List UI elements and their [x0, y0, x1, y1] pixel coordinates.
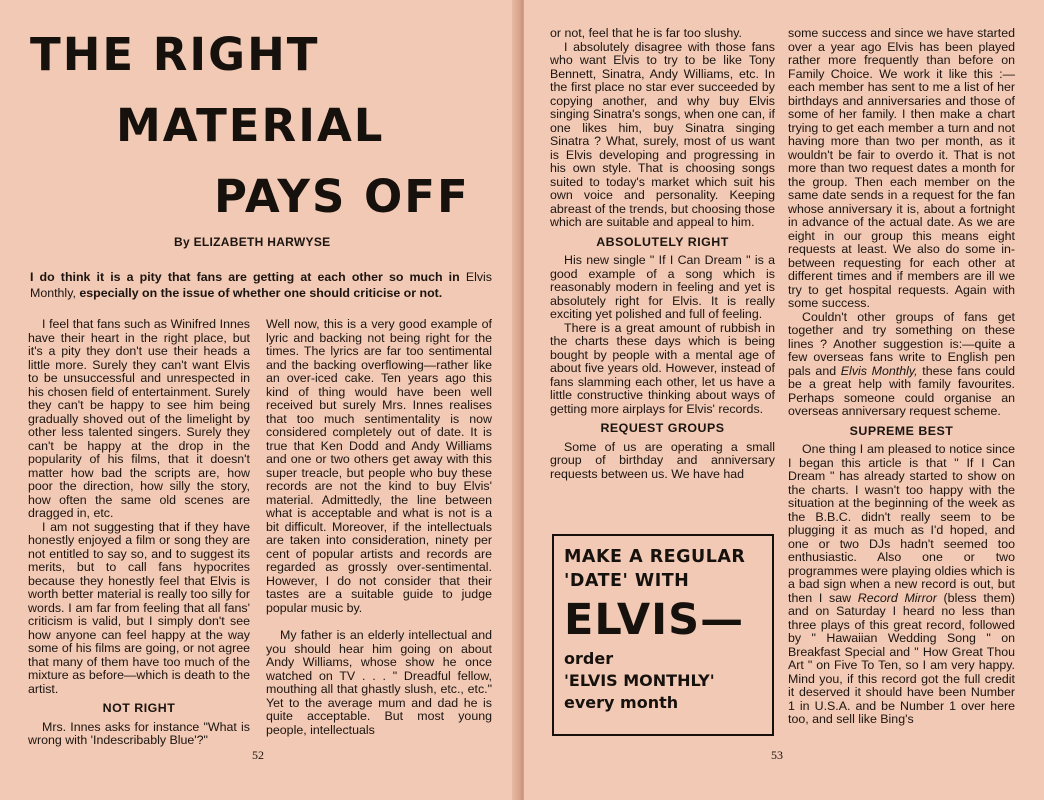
section-heading-supreme-best: SUPREME BEST — [849, 423, 954, 438]
paragraph: I am not suggesting that if they have honestly enjoyed a film or song they are not entitled to say so, and to suggest its merits, but to call fans hypocrites because they honestly feel that Elvis is worth better material is really too silly for words. I am far from feeling that all fans' criticism is valid, but I simply don't see how anyone can feel happy at the way some of his films are going, or not agree that many of them have too much of the mixture as before—which is death to the artist. — [28, 519, 250, 696]
advert-line: order — [564, 649, 614, 668]
column-1 — [28, 318, 250, 748]
intro-paragraph — [30, 269, 492, 301]
paragraph: I feel that fans such as Winifred Innes have their heart in the right place, but it's a pity they don't use their heads a little more. Surely they can't want Elvis to be unsuccessful and unrespected in his chosen field of entertainment. Surely they can't be happy to see him being gradually shoved out of the limelight by other less talented singers. Surely they can't be happy at the drop in the popularity of his films, that it doesn't matter how bad the scripts are, how poor the direction, how silly the story, how often the same old scenes are dragged in, etc. — [28, 317, 250, 520]
byline: By ELIZABETH HARWYSE — [174, 235, 331, 249]
column-3 — [550, 27, 775, 481]
paragraph: some success and since we have started over a year ago Elvis has been played rather more frequently than before on Family Choice. We work it like this :— each member has sent to me a list of her birthdays and anniversaries and those of some of her family. I then make a chart trying to get each member a turn and not having more than two per month, as it wouldn't be fair to overdo it. That is not more than two request dates a month for the group. Then each member on the same date sends in a request for the fan whose anniversary it is, about a fortnight in advance of the actual date. As we are eight in our group this means eight requests at least. We also do some in-between requesting for each other at different times and if members are ill we try to get hospital requests. Again with some success. — [788, 26, 1015, 310]
paragraph: There is a great amount of rubbish in the charts these days which is being bought by people with a mental age of about five years old. However, instead of fans slamming each other, let us have a little constructive thinking about ways of getting more airplays for Elvis' records. — [550, 320, 775, 416]
section-heading-not-right: NOT RIGHT — [102, 701, 176, 715]
paragraph: or not, feel that he is far too slushy. — [550, 26, 742, 40]
section-heading-request-groups: REQUEST GROUPS — [600, 421, 725, 435]
paragraph-text: One thing I am pleased to notice since I began this article is that " If I Can Dream " has already started to show on the charts. I wasn't too happy with the situation at the beginning of the week as the B.B.C. didn't really seem to be plugging it as much as I'd hoped, and one or two DJs hadn't seemed too enthusiastic. Also one or two programmes were playing oldies which is a bad sign when a new record is out, but then I saw — [788, 442, 1015, 605]
article-title-line-3: PAYS OFF — [214, 170, 470, 223]
intro-text-2: especially on the issue of whether one should criticise or not. — [75, 286, 443, 300]
advert-line: every month — [564, 693, 679, 712]
paragraph-text: (bless them) and on Saturday I heard no less than three plays of this great record, followed by " Hawaiian Wedding Song " on Breakfast Special and " How Great Thou Art " on Five To Ten, so I am very happy. Mind you, if this record got the full credit it deserved it should have been Number 1 in U.S.A. and be Number 1 over here too, and sell like Bing's — [788, 590, 1016, 726]
page-number-left: 52 — [252, 748, 264, 762]
paragraph-text: Couldn't other groups of fans get together and try something on these lines ? Another suggestion is:—quite a few overseas fans write to English pen pals and — [788, 309, 1015, 378]
page-number-right: 53 — [771, 748, 783, 762]
paragraph: His new single " If I Can Dream " is a good example of a song which is reasonably modern in feeling and yet is absolutely right for Elvis. It is really exciting yet polished and full of feeling. — [550, 253, 775, 321]
advert-elvis-headline: ELVIS— — [564, 595, 745, 645]
column-2 — [266, 318, 492, 737]
paragraph: Well now, this is a very good example of lyric and backing not being right for the times. The lyrics are far too sentimental and the backing overflowing—rather like an over-iced cake. Ten years ago this kind of thing would have been well received but surely Mrs. Innes realises that too much sentimentality is now considered completely out of date. It is true that Ken Dodd and Andy Williams and one or two others get away with this super treacle, but people who buy these records are not the kind to buy Elvis' material. Admittedly, the line between what is acceptable and what is not is a bit difficult. Moreover, if the intellectuals are taken into consideration, ninety per cent of popular artists and records are regarded as grossly over-sentimental. However, I do not consider that their tastes are a suitable guide to judge popular music by. — [266, 317, 492, 615]
article-title-line-2: MATERIAL — [116, 99, 385, 152]
advert-box — [552, 534, 774, 736]
section-heading-absolutely-right: ABSOLUTELY RIGHT — [596, 234, 729, 249]
right-page — [524, 0, 1044, 800]
paragraph: My father is an elderly intellectual and you should hear him going on about Andy Williams, whose show he once watched on TV . . . " Dreadful fellow, mouthing all that ghastly slush, etc., etc." Yet to the average mum and dad he is quite acceptable. But most young people, intellectuals — [266, 628, 492, 737]
paragraph-text: these fans could be a great help with family favourites. Perhaps someone could organise an overseas anniversary request scheme. — [788, 363, 1015, 418]
paragraph — [788, 443, 1015, 727]
intro-publication-name: Elvis Monthly, — [30, 270, 492, 300]
paragraph: I absolutely disagree with those fans who want Elvis to try to be like Tony Bennett, Sinatra, Andy Williams, etc. In the first place no star ever succeeded by copying another, and why buy Elvis singing Sinatra's songs, when one can, if one likes him, buy Sinatra singing Sinatra ? What, surely, most of us want is Elvis developing and progressing in his own style. That is choosing songs suited to today's market which suit his own voice and personality. Keeping abreast of the trends, but choosing those which are suitable and appeal to him. — [550, 39, 775, 229]
advert-line: 'DATE' WITH — [564, 571, 690, 591]
publication-name: Record Mirror — [857, 590, 937, 605]
intro-text-1: I do think it is a pity that fans are getting at each other so much in — [30, 270, 466, 284]
publication-name: Elvis Monthly, — [840, 363, 918, 378]
left-page — [0, 0, 520, 800]
article-title-line-1: THE RIGHT — [30, 28, 320, 81]
paragraph: Some of us are operating a small group of birthday and anniversary requests between us. We have had — [550, 439, 775, 481]
column-4 — [788, 27, 1015, 727]
paragraph: Mrs. Innes asks for instance "What is wrong with 'Indescribably Blue'?" — [28, 719, 250, 747]
paragraph — [788, 311, 1015, 419]
advert-line: 'ELVIS MONTHLY' — [564, 671, 715, 690]
paragraph-spacer — [266, 615, 492, 629]
advert-line: MAKE A REGULAR — [564, 547, 746, 567]
